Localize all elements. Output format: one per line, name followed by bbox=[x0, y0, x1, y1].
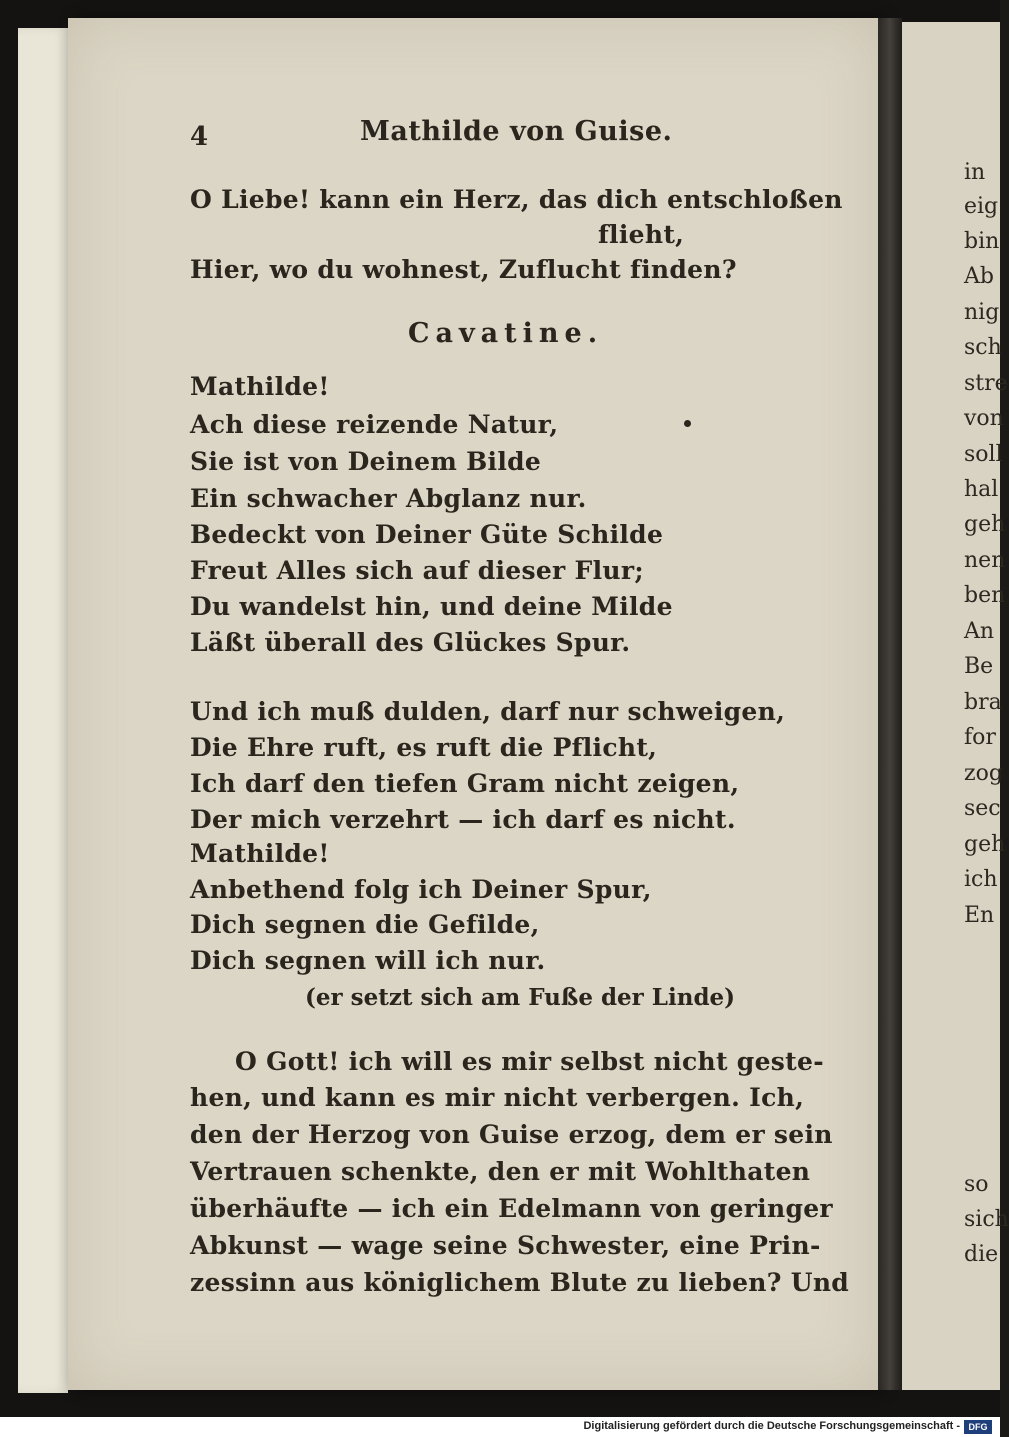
prose-line: Abkunst — wage seine Schwester, eine Prin- bbox=[190, 1231, 821, 1260]
book-page-right bbox=[902, 22, 1009, 1390]
fragment: sich bbox=[964, 1207, 1009, 1232]
stanza-line: Mathilde! bbox=[190, 372, 330, 401]
fragment: ich bbox=[964, 867, 998, 892]
stanza-line: Ach diese reizende Natur, bbox=[190, 410, 559, 439]
fragment: An bbox=[964, 619, 995, 644]
section-heading: Cavatine. bbox=[408, 318, 604, 349]
fragment: von bbox=[964, 406, 1004, 431]
stanza-line: Ich darf den tiefen Gram nicht zeigen, bbox=[190, 769, 740, 798]
stanza-line: Die Ehre ruft, es ruft die Pflicht, bbox=[190, 733, 658, 762]
fragment: stre bbox=[964, 371, 1008, 396]
prose-line: hen, und kann es mir nicht verbergen. Ich, bbox=[190, 1083, 805, 1112]
stanza-line: Der mich verzehrt — ich darf es nicht. bbox=[190, 805, 736, 834]
stage-direction: (er setzt sich am Fuße der Linde) bbox=[305, 984, 736, 1011]
digitization-credit: Digitalisierung gefördert durch die Deutsche Forschungsgemeinschaft - bbox=[583, 1420, 960, 1432]
fragment: ben bbox=[964, 583, 1006, 608]
stanza-line: Du wandelst hin, und deine Milde bbox=[190, 592, 673, 621]
fragment: nig bbox=[964, 300, 1000, 325]
footer-bar bbox=[0, 1417, 1000, 1437]
verse-line-continuation: flieht, bbox=[598, 220, 685, 249]
ink-speck bbox=[684, 420, 691, 427]
stanza-line: Läßt überall des Glückes Spur. bbox=[190, 628, 631, 657]
fragment: Be bbox=[964, 654, 994, 679]
prose-line: Vertrauen schenkte, den er mit Wohlthaten bbox=[190, 1157, 811, 1186]
prose-line: zessinn aus königlichem Blute zu lieben? Und bbox=[190, 1268, 850, 1297]
stanza-line: Freut Alles sich auf dieser Flur; bbox=[190, 556, 644, 585]
fragment: die bbox=[964, 1242, 999, 1267]
fragment: bra bbox=[964, 690, 1002, 715]
fragment: in bbox=[964, 160, 986, 185]
stanza-line: Anbethend folg ich Deiner Spur, bbox=[190, 875, 652, 904]
stanza-line: Ein schwacher Abglanz nur. bbox=[190, 484, 587, 513]
stanza-line: Dich segnen die Gefilde, bbox=[190, 910, 540, 939]
fragment: soll bbox=[964, 442, 1003, 467]
fragment: eig bbox=[964, 194, 999, 219]
fragment: for bbox=[964, 725, 996, 750]
fragment: nen bbox=[964, 548, 1006, 573]
book-gutter bbox=[878, 18, 902, 1390]
fragment: geh bbox=[964, 512, 1006, 537]
running-title: Mathilde von Guise. bbox=[360, 116, 673, 147]
fragment: Ab bbox=[964, 264, 994, 289]
fragment: hal bbox=[964, 477, 999, 502]
stanza-line: Dich segnen will ich nur. bbox=[190, 946, 546, 975]
fragment: so bbox=[964, 1172, 989, 1197]
verse-line: Hier, wo du wohnest, Zuflucht finden? bbox=[190, 255, 737, 284]
prose-line: überhäufte — ich ein Edelmann von geringer bbox=[190, 1194, 833, 1223]
verse-line: O Liebe! kann ein Herz, das dich entschloßen bbox=[190, 185, 843, 214]
fragment: En bbox=[964, 903, 995, 928]
back-sheet-edge bbox=[18, 28, 68, 1393]
fragment: sec bbox=[964, 796, 1001, 821]
stanza-line: Mathilde! bbox=[190, 839, 330, 868]
page-number: 4 bbox=[190, 122, 209, 152]
fragment: sch bbox=[964, 335, 1002, 360]
fragment: zog bbox=[964, 761, 1003, 786]
fragment: bin bbox=[964, 229, 1000, 254]
prose-line: O Gott! ich will es mir selbst nicht geste- bbox=[235, 1047, 824, 1076]
stanza-line: Bedeckt von Deiner Güte Schilde bbox=[190, 520, 664, 549]
stanza-line: Und ich muß dulden, darf nur schweigen, bbox=[190, 697, 786, 726]
fragment: geh bbox=[964, 832, 1006, 857]
prose-line: den der Herzog von Guise erzog, dem er sein bbox=[190, 1120, 833, 1149]
dfg-logo: DFG bbox=[964, 1420, 992, 1434]
stanza-line: Sie ist von Deinem Bilde bbox=[190, 447, 542, 476]
